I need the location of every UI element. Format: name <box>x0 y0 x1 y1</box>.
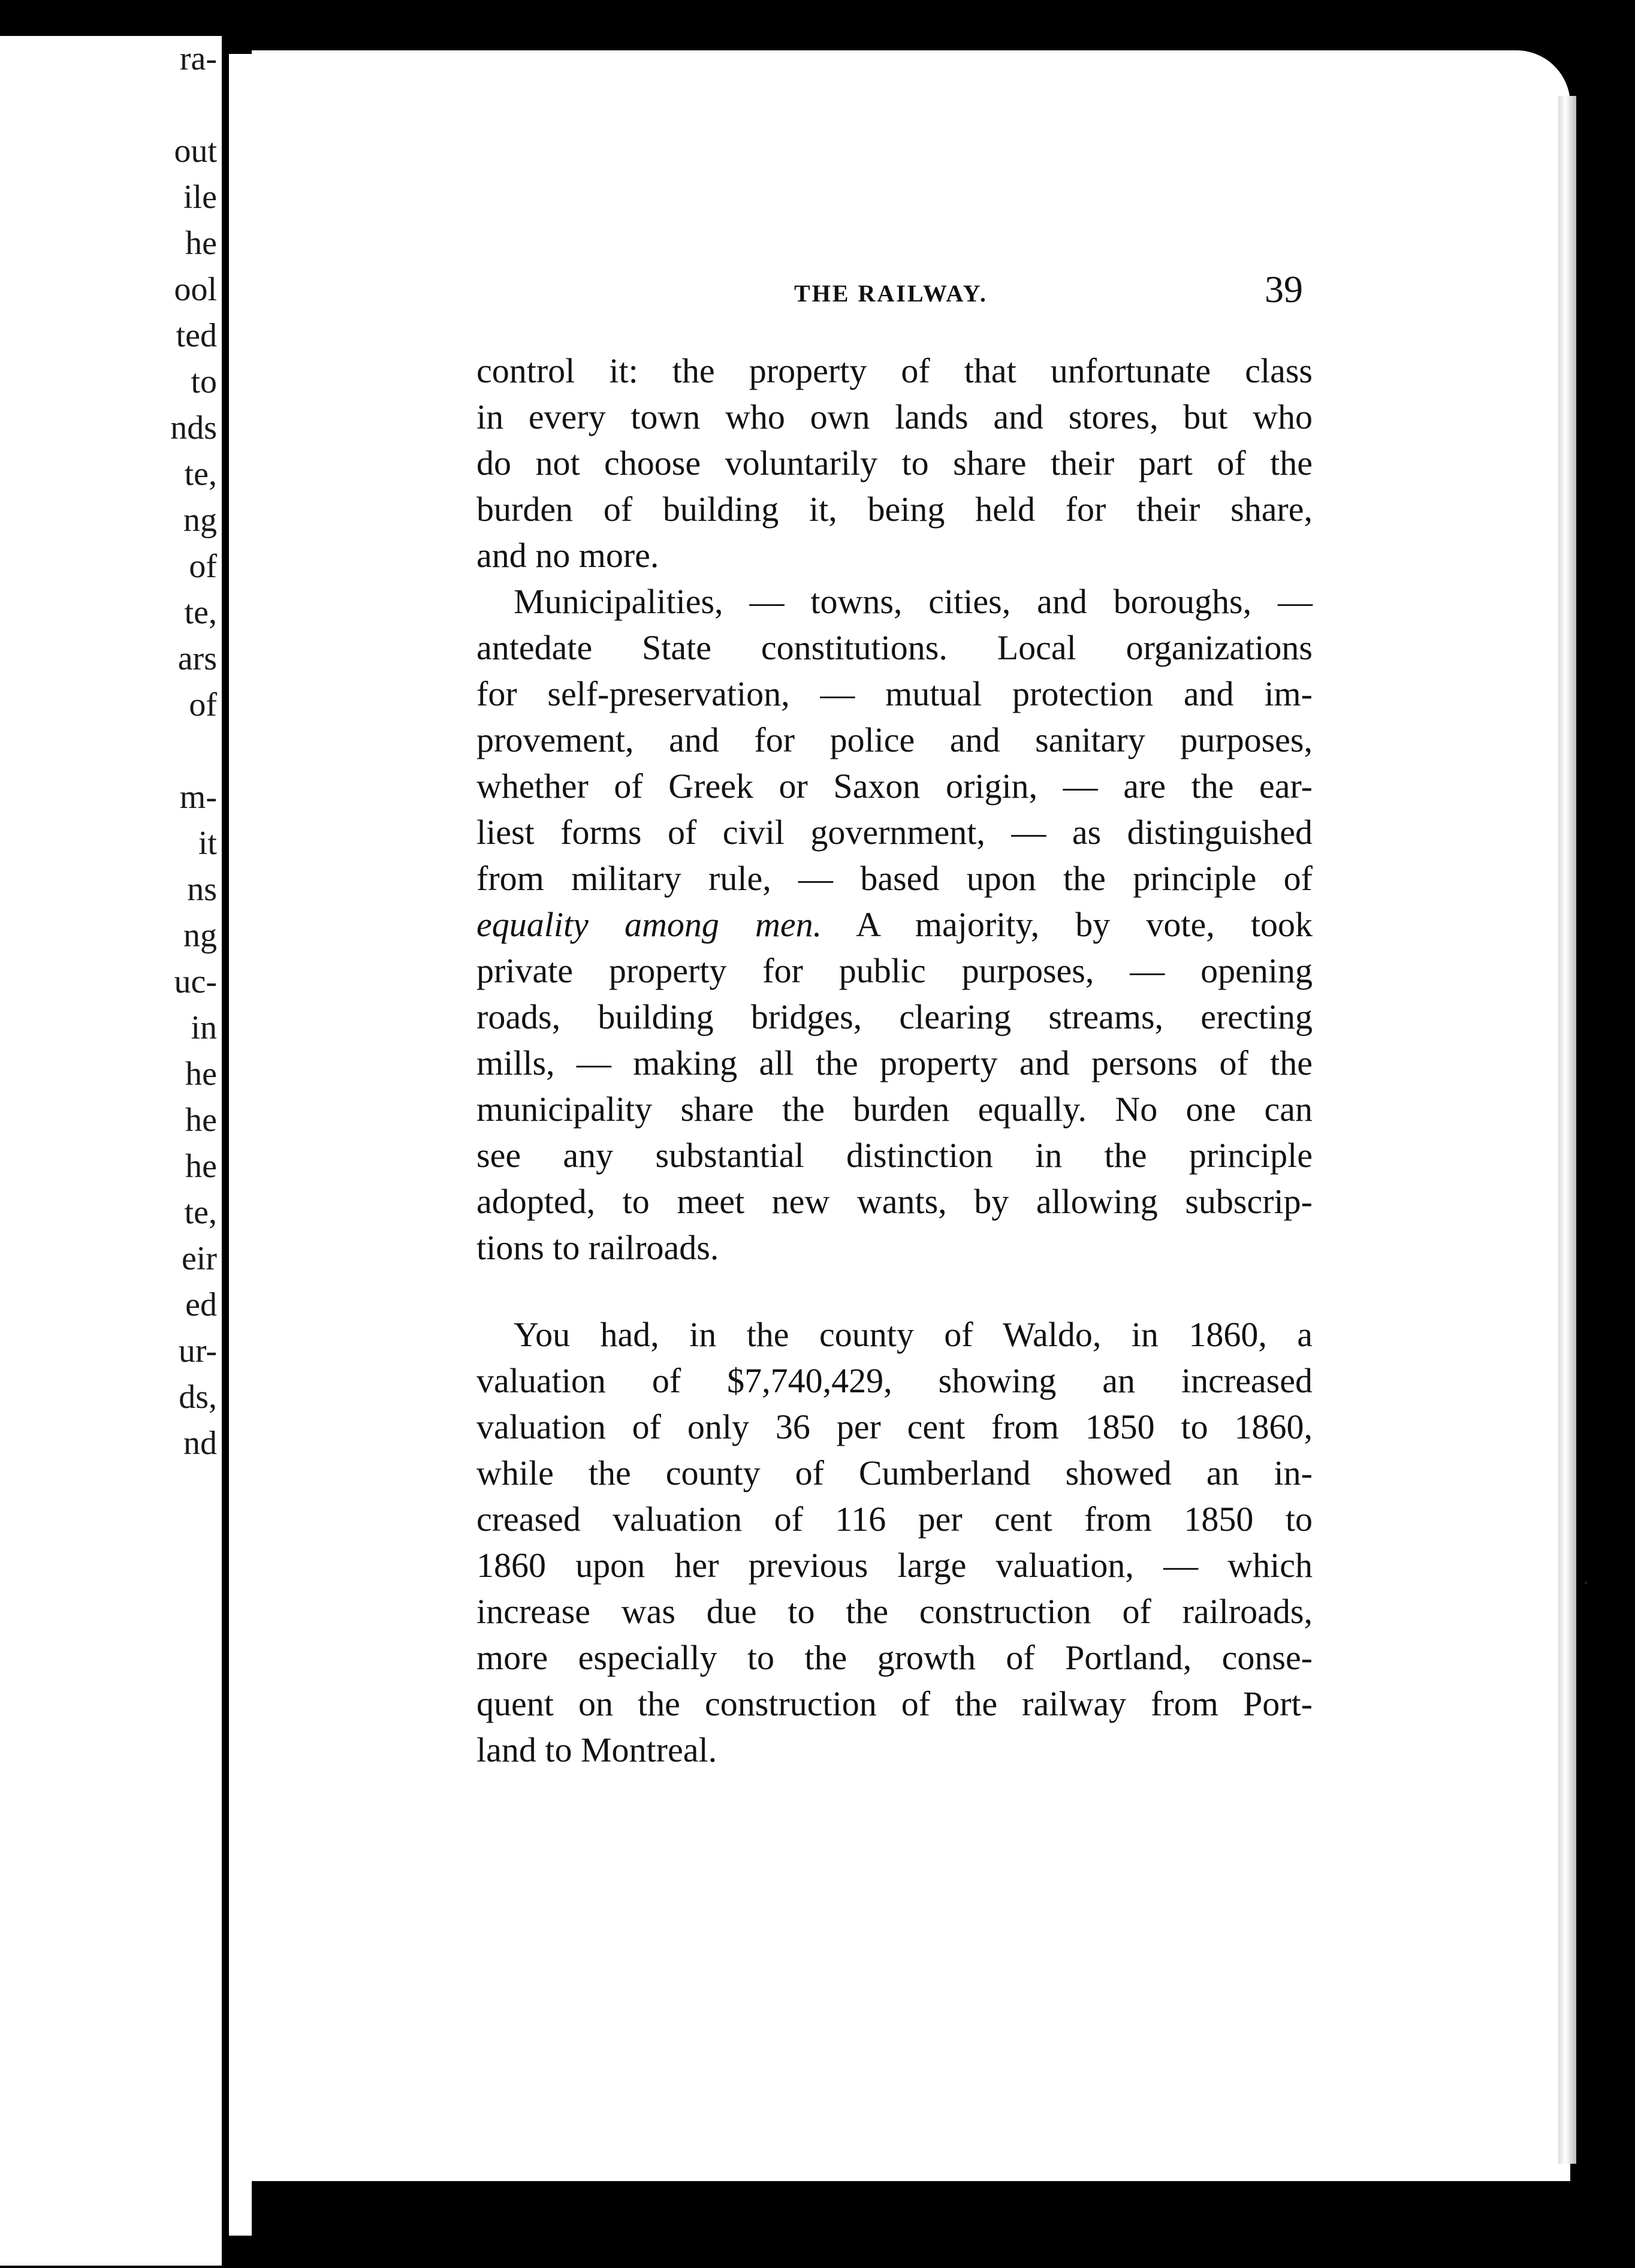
facing-page-fragment: ds, <box>179 1379 217 1416</box>
text-line: liest forms of civil government, — as distinguished <box>476 813 1313 852</box>
text-line: see any substantial distinction in the principle <box>476 1136 1313 1175</box>
page-edge <box>1558 96 1576 2164</box>
text-line: do not choose voluntarily to share their part of the <box>476 444 1313 482</box>
facing-page-fragment: te, <box>184 594 217 631</box>
page-number: 39 <box>1265 268 1303 310</box>
facing-page-fragment: in <box>191 1009 217 1046</box>
paragraph-2 <box>476 578 1313 1271</box>
text-line: adopted, to meet new wants, by allowing subscrip- <box>476 1182 1313 1221</box>
body-text <box>476 348 1313 1773</box>
facing-page-fragment: ed <box>185 1286 217 1323</box>
facing-page-fragment: he <box>185 225 217 262</box>
text-line: in every town who own lands and stores, but who <box>476 397 1313 436</box>
text-line: increase was due to the construction of railroads, <box>476 1592 1313 1631</box>
book-gutter <box>222 54 252 2236</box>
running-head: THE RAILWAY. <box>794 280 988 307</box>
facing-page-fragment: nds <box>170 409 217 447</box>
facing-page-fragment: he <box>185 1055 217 1093</box>
text-line: Municipalities, — towns, cities, and boroughs, — <box>514 582 1313 621</box>
paragraph-3 <box>476 1311 1313 1773</box>
text-line: whether of Greek or Saxon origin, — are the ear- <box>476 767 1313 806</box>
facing-page-fragment: te, <box>184 1194 217 1231</box>
text-line: more especially to the growth of Portland, conse- <box>476 1638 1313 1677</box>
text-line: valuation of $7,740,429, showing an increased <box>476 1361 1313 1400</box>
facing-page-fragment: he <box>185 1102 217 1139</box>
facing-page-fragment: ur- <box>178 1332 217 1370</box>
text-line: creased valuation of 116 per cent from 1850 to <box>476 1500 1313 1539</box>
paragraph-1 <box>476 348 1313 578</box>
text-line: municipality share the burden equally. No one can <box>476 1090 1313 1129</box>
facing-page-fragment: ted <box>176 317 217 354</box>
text-line: private property for public purposes, — opening <box>476 951 1313 990</box>
facing-page-left <box>0 36 222 2266</box>
text-line: from military rule, — based upon the principle of <box>476 859 1313 898</box>
text-line: control it: the property of that unfortunate class <box>476 351 1313 390</box>
text-line: roads, building bridges, clearing streams, erecting <box>476 997 1313 1036</box>
text-line: burden of building it, being held for their share, <box>476 490 1313 529</box>
text-line: 1860 upon her previous large valuation, — which <box>476 1546 1313 1585</box>
text-fragment: A majority, by vote, took <box>856 905 1313 944</box>
facing-page-fragment: of <box>189 548 217 585</box>
text-line: tions to railroads. <box>476 1228 719 1267</box>
facing-page-fragment: out <box>174 132 217 170</box>
text-line: provement, and for police and sanitary purposes, <box>476 720 1313 759</box>
facing-page-fragment: uc- <box>174 963 217 1000</box>
facing-page-fragment: ra- <box>179 40 217 77</box>
facing-page-fragment: ng <box>183 502 217 539</box>
facing-page-fragment: nd <box>183 1425 217 1462</box>
facing-page-fragment <box>97 728 217 774</box>
facing-page-fragment: ns <box>187 871 217 908</box>
scan-speck: · <box>1582 1571 1589 1595</box>
facing-page-fragment <box>97 82 217 128</box>
text-line: valuation of only 36 per cent from 1850 to 1860, <box>476 1407 1313 1446</box>
text-line: You had, in the county of Waldo, in 1860, a <box>514 1315 1313 1354</box>
facing-page-fragment: eir <box>181 1240 217 1277</box>
text-line: antedate State constitutions. Local organizations <box>476 628 1313 667</box>
facing-page-fragment: it <box>198 825 217 862</box>
facing-page-fragment: ile <box>183 179 217 216</box>
facing-page-fragment: m- <box>179 779 217 816</box>
facing-page-fragment: of <box>189 686 217 723</box>
facing-page-fragment: he <box>185 1148 217 1185</box>
text-line: mills, — making all the property and persons of the <box>476 1043 1313 1082</box>
text-line <box>476 901 1313 948</box>
facing-page-text-fragments <box>97 36 217 1467</box>
italic-phrase: equality among men. <box>476 905 822 944</box>
facing-page-fragment: te, <box>184 456 217 493</box>
text-line: land to Montreal. <box>476 1730 717 1769</box>
facing-page-fragment: ool <box>174 271 217 308</box>
text-line: while the county of Cumberland showed an in- <box>476 1453 1313 1492</box>
facing-page-fragment: ng <box>183 917 217 954</box>
text-line: for self-preservation, — mutual protection and im- <box>476 674 1313 713</box>
text-line: quent on the construction of the railway from Port- <box>476 1684 1313 1723</box>
facing-page-fragment: ars <box>177 640 217 677</box>
text-line: and no more. <box>476 536 659 575</box>
facing-page-fragment: to <box>191 363 217 400</box>
